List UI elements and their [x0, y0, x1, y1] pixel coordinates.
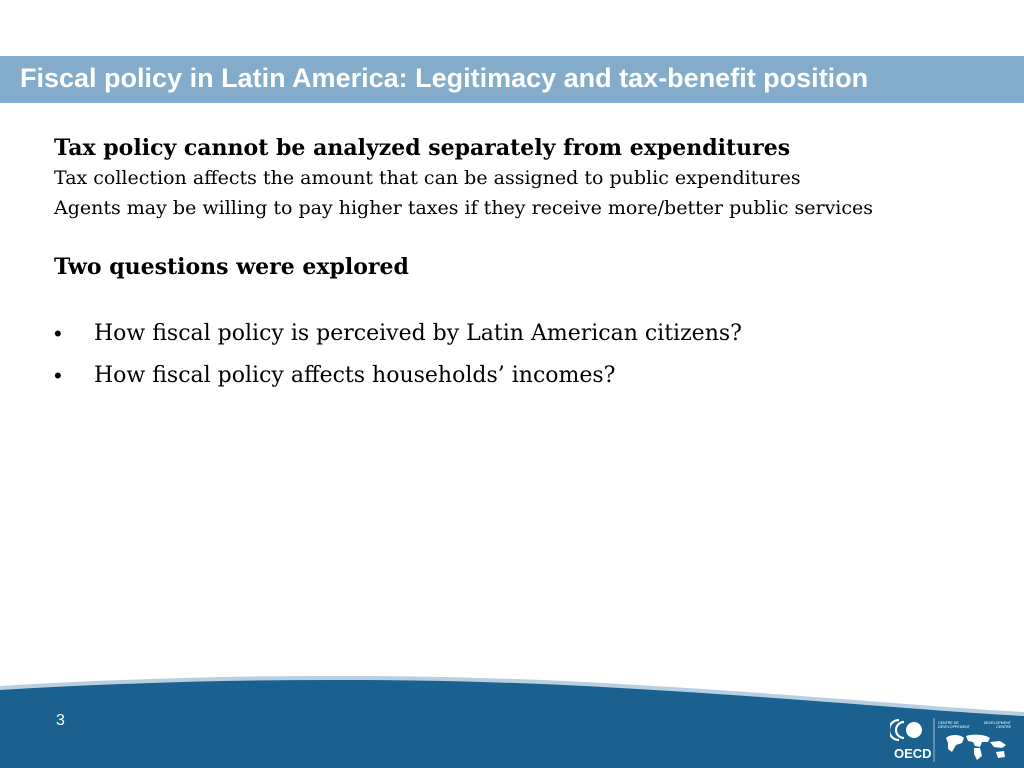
- heading-two-questions: Two questions were explored: [54, 254, 409, 280]
- logo-line-2: DÉVELOPPEMENT: [938, 725, 970, 729]
- oecd-logo-text: OECD: [894, 746, 932, 761]
- title-bar: [0, 56, 1024, 103]
- logo-line-1: CENTRE DE: [938, 721, 959, 725]
- slide-title: Fiscal policy in Latin America: Legitimacy and tax-benefit position: [20, 63, 869, 93]
- heading-tax-policy: Tax policy cannot be analyzed separately from expenditures: [54, 135, 791, 161]
- footer-wave-band: [0, 680, 1024, 768]
- world-map-icon: [946, 735, 1006, 760]
- oecd-logo: [890, 716, 1014, 764]
- list-item-text: How fiscal policy is perceived by Latin American citizens?: [94, 321, 742, 346]
- slide-content: [54, 132, 954, 403]
- page-number: 3: [56, 712, 65, 729]
- question-list: [54, 319, 954, 391]
- paragraph-agents-willing: Agents may be willing to pay higher taxes if they receive more/better public services: [54, 197, 874, 219]
- paragraph-tax-collection: Tax collection affects the amount that can be assigned to public expenditures: [54, 167, 801, 189]
- list-item: [54, 319, 954, 349]
- logo-line-4: CENTRE: [996, 725, 1011, 729]
- list-item: [54, 361, 954, 391]
- footer-wave: [0, 672, 1024, 768]
- bullet-icon: •: [54, 363, 62, 388]
- list-item-text: How fiscal policy affects households’ incomes?: [94, 363, 616, 388]
- logo-line-3: DEVELOPMENT: [983, 721, 1011, 725]
- bullet-icon: •: [54, 321, 62, 346]
